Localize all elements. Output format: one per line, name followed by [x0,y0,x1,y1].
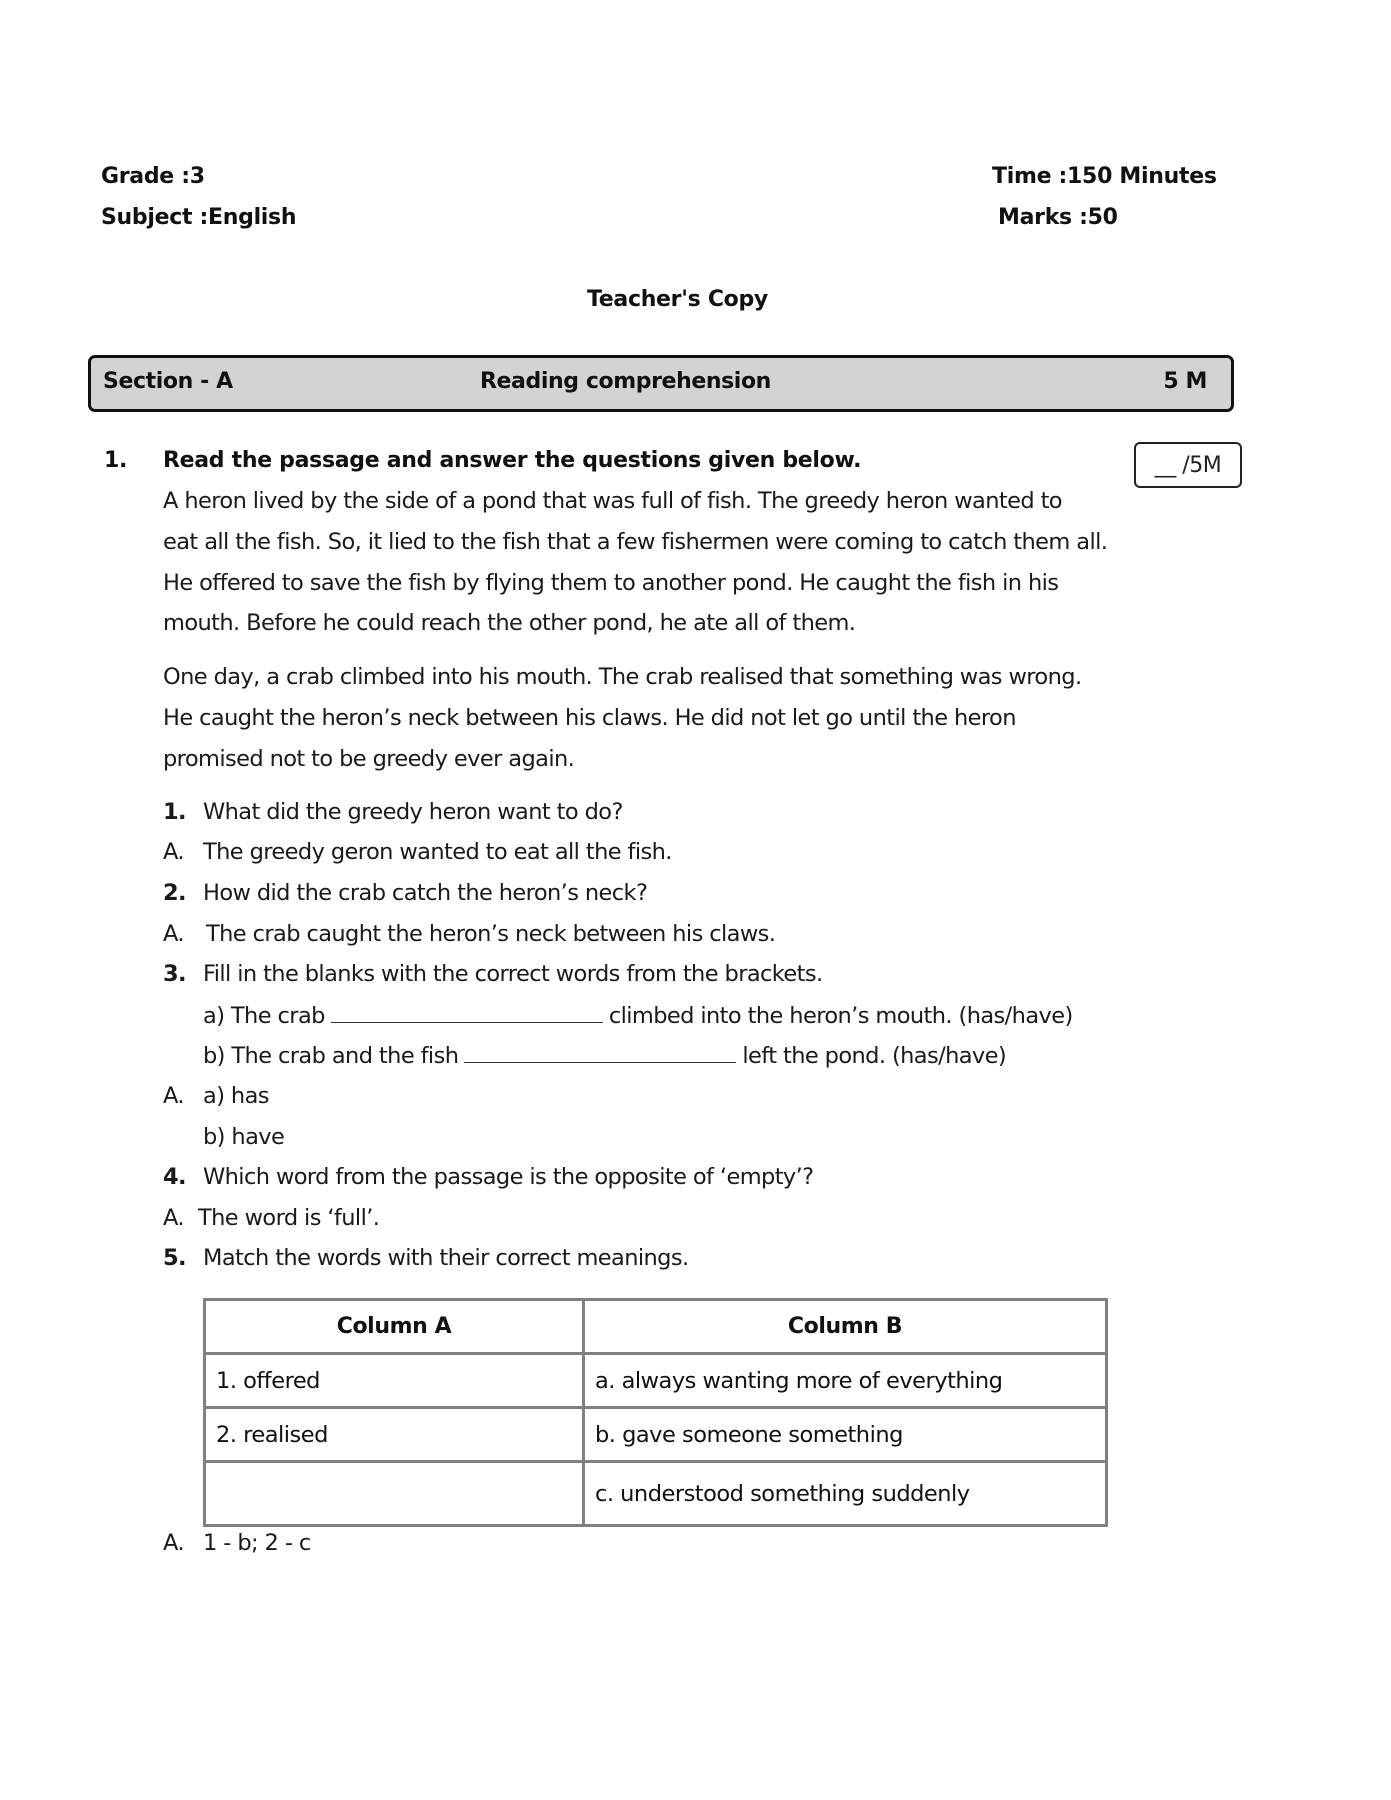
table-cell: 2. realised [205,1408,584,1462]
passage-line: He caught the heron’s neck between his claws. He did not let go until the heron [163,705,1016,731]
passage-line: mouth. Before he could reach the other pond, he ate all of them. [163,610,856,636]
grade-label: Grade :3 [101,164,205,189]
table-row [205,1462,1107,1526]
fill-blank-after: left the pond. (has/have) [742,1043,1007,1069]
subject-label: Subject :English [101,205,297,230]
sub-question-text: Which word from the passage is the opposite of ‘empty’? [203,1164,814,1190]
section-title: Reading comprehension [480,369,771,394]
answer-text: The crab caught the heron’s neck between his claws. [206,921,776,947]
fill-blank-before: b) The crab and the fish [203,1043,459,1069]
section-name: Section - A [103,369,233,394]
answer-label: A. [163,1083,184,1109]
total-marks-label: Marks :50 [998,205,1118,230]
answer-label: A. [163,1205,184,1231]
sub-question-number: 1. [163,799,187,825]
time-label: Time :150 Minutes [992,164,1217,189]
sub-question-number: 5. [163,1245,187,1271]
sub-question-number: 2. [163,880,187,906]
sub-question-text: Fill in the blanks with the correct words from the brackets. [203,961,823,987]
answer-label: A. [163,1530,184,1556]
section-header-bar [88,355,1234,412]
answer-text: 1 - b; 2 - c [203,1530,311,1556]
passage-line: He offered to save the fish by flying them to another pond. He caught the fish in his [163,570,1059,596]
answer-text: b) have [203,1124,285,1150]
question-number: 1. [104,448,128,473]
sub-question-number: 3. [163,961,187,987]
copy-type-title: Teacher's Copy [587,287,768,312]
answer-text: The word is ‘full’. [198,1205,380,1231]
sub-question-text: What did the greedy heron want to do? [203,799,623,825]
column-header: Column B [584,1300,1107,1354]
marks-box: __ /5M [1134,442,1242,488]
table-row [205,1408,1107,1462]
answer-text: a) has [203,1083,269,1109]
table-cell: c. understood something suddenly [584,1462,1107,1526]
passage-line: A heron lived by the side of a pond that was full of fish. The greedy heron wanted to [163,488,1062,514]
table-cell: 1. offered [205,1354,584,1408]
table-cell [205,1462,584,1526]
table-header-row [205,1300,1107,1354]
column-header: Column A [205,1300,584,1354]
answer-label: A. [163,839,184,865]
sub-question-text: Match the words with their correct meanings. [203,1245,689,1271]
sub-question-text: How did the crab catch the heron’s neck? [203,880,648,906]
passage-line: eat all the fish. So, it lied to the fish that a few fishermen were coming to catch them all. [163,529,1108,555]
fill-blank-item-a [203,1002,1073,1029]
passage-line: One day, a crab climbed into his mouth. The crab realised that something was wrong. [163,664,1082,690]
passage-line: promised not to be greedy ever again. [163,746,575,772]
fill-blank-before: a) The crab [203,1003,325,1029]
answer-label: A. [163,921,184,947]
section-marks: 5 M [1163,369,1207,394]
table-row [205,1354,1107,1408]
fill-blank-item-b [203,1042,1006,1069]
blank-line [331,1002,603,1023]
table-cell: a. always wanting more of everything [584,1354,1107,1408]
blank-line [464,1042,736,1063]
answer-text: The greedy geron wanted to eat all the fish. [203,839,672,865]
sub-question-number: 4. [163,1164,187,1190]
table-cell: b. gave someone something [584,1408,1107,1462]
fill-blank-after: climbed into the heron’s mouth. (has/have) [608,1003,1073,1029]
question-instruction: Read the passage and answer the questions given below. [163,448,862,473]
match-table [203,1298,1108,1527]
